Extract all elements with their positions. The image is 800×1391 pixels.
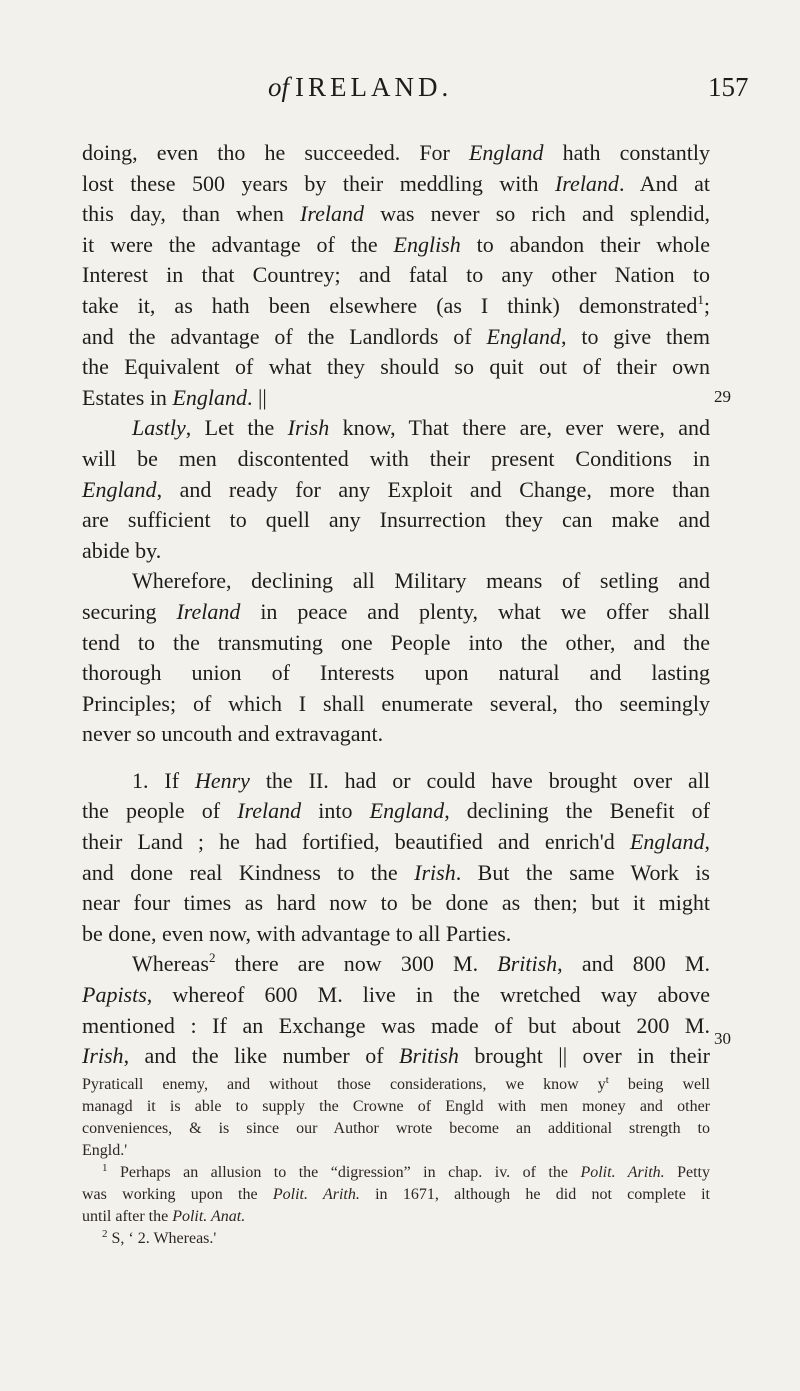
- footnote-line: Pyraticall enemy, and without those considerations, we know $y^t$ being well: [82, 1074, 710, 1093]
- running-title: [268, 72, 452, 103]
- text-line: Whereas$^2$ there are now 300 M. British, and 800 M.: [132, 950, 710, 977]
- text-line: this day, than when Ireland was never so rich and splendid,: [82, 201, 710, 227]
- text-line: thorough union of Interests upon natural and lasting: [82, 660, 710, 686]
- text-line: Principles; of which I shall enumerate several, tho seemingly: [82, 690, 710, 716]
- text-line: Wherefore, declining all Military means of setling and: [132, 568, 710, 594]
- footnote-marker: 2: [102, 1228, 108, 1240]
- text-line: the people of Ireland into England, declining the Benefit of: [82, 798, 710, 824]
- text-line: Interest in that Countrey; and fatal to any other Nation to: [82, 262, 710, 288]
- footnote-line: $^2$ S, ‘ 2. Whereas.': [102, 1228, 217, 1247]
- text-line: tend to the transmuting one People into the other, and the: [82, 629, 710, 655]
- running-title-of: of: [268, 72, 290, 102]
- text-line: Irish, and the like number of British brought || over in their: [82, 1043, 711, 1069]
- margin-line-number: 30: [714, 1029, 731, 1048]
- text-line: and done real Kindness to the Irish. But the same Work is: [82, 859, 710, 885]
- running-head: [0, 72, 800, 112]
- footnotes: [82, 1074, 710, 1250]
- footnote-line: conveniences, & is since our Author wrote become an additional strength to: [82, 1120, 710, 1137]
- text-line: take it, as hath been elsewhere (as I think) demonstrated$^1$;: [82, 291, 710, 318]
- text-line: and the advantage of the Landlords of England, to give them: [82, 323, 711, 349]
- text-line: never so uncouth and extravagant.: [82, 721, 384, 747]
- text-line: it were the advantage of the English to abandon their whole: [82, 231, 710, 257]
- text-line: are sufficient to quell any Insurrection they can make and: [82, 507, 710, 533]
- text-line: their Land ; he had fortified, beautified and enrich'd England,: [82, 829, 710, 855]
- text-line: be done, even now, with advantage to all Parties.: [82, 920, 512, 946]
- text-line: lost these 500 years by their meddling with Ireland. And at: [82, 170, 710, 196]
- margin-line-number: 29: [714, 387, 731, 406]
- text-line: Papists, whereof 600 M. live in the wretched way above: [82, 982, 710, 1008]
- footnote-marker: 1: [102, 1162, 108, 1174]
- text-line: securing Ireland in peace and plenty, what we offer shall: [82, 598, 711, 624]
- footnote-ref: 1: [697, 291, 704, 307]
- running-title-word: IRELAND.: [295, 72, 453, 102]
- footnote-line: until after the Polit. Anat.: [82, 1208, 246, 1225]
- footnote-line: $^1$ Perhaps an allusion to the “digression” in chap. iv. of the Polit. Arith. Petty: [102, 1162, 710, 1181]
- text-line: 1. If Henry the II. had or could have brought over all: [132, 767, 710, 793]
- text-line: Estates in England. ||: [82, 384, 267, 410]
- text-line: mentioned : If an Exchange was made of but about 200 M.: [82, 1012, 710, 1038]
- footnote-ref: 2: [208, 950, 216, 966]
- footnote-line: was working upon the Polit. Arith. in 1671, although he did not complete it: [82, 1186, 710, 1203]
- main-text: [82, 138, 710, 1072]
- footnote-line: managd it is able to supply the Crowne of Engld with men money and other: [82, 1098, 710, 1115]
- footnote-line: Engld.': [82, 1142, 128, 1159]
- page-number: 157: [708, 72, 749, 102]
- text-line: abide by.: [82, 537, 162, 563]
- text-line: the Equivalent of what they should so quit out of their own: [82, 354, 710, 380]
- text-line: Lastly, Let the Irish know, That there are, ever were, and: [132, 415, 710, 441]
- text-line: England, and ready for any Exploit and Change, more than: [82, 476, 710, 502]
- text-line: doing, even tho he succeeded. For England hath constantly: [82, 140, 710, 165]
- text-line: will be men discontented with their present Conditions in: [82, 445, 710, 471]
- text-line: near four times as hard now to be done as then; but it might: [82, 890, 710, 916]
